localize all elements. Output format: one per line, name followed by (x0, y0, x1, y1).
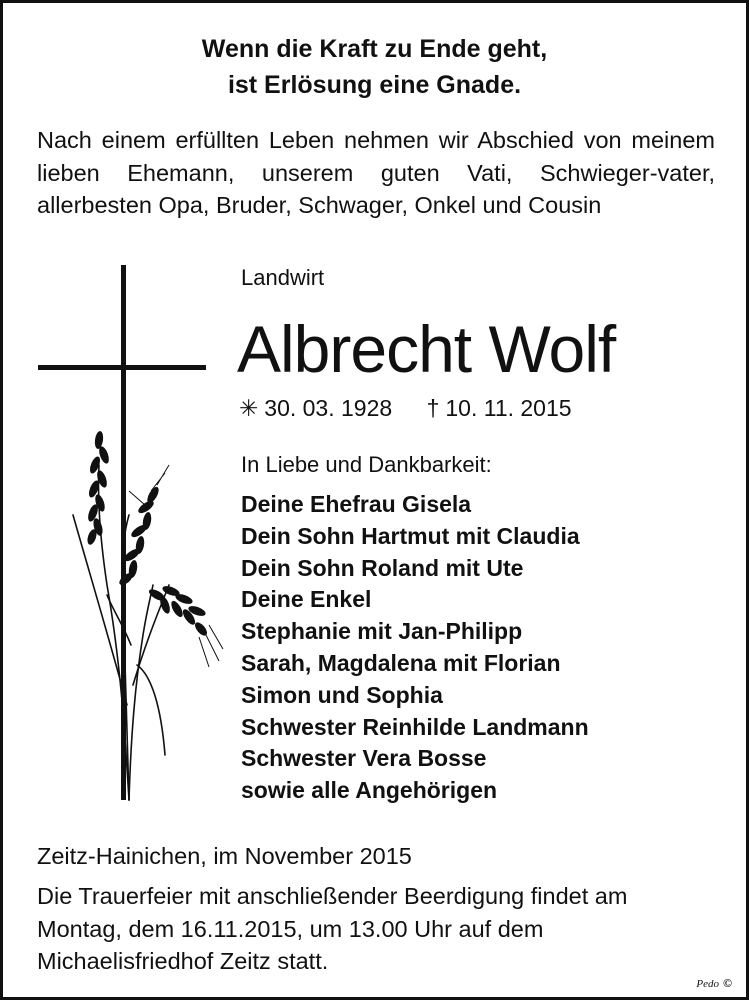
funeral-details (37, 880, 737, 978)
wheat-ear-left (86, 431, 111, 546)
funeral-line-1: Die Trauerfeier mit anschließender Beerdigung findet am (37, 883, 628, 909)
birth-date: 30. 03. 1928 (264, 395, 393, 421)
cross-icon (38, 265, 206, 800)
intro-text: Nach einem erfüllten Leben nehmen wir Abschied von meinem lieben Ehemann, unserem guten Vati, Schwieger-vater, allerbesten Opa, Bruder, Schwager, Onkel und Cousin (37, 127, 715, 218)
birth-star-icon: ✳ (239, 395, 259, 421)
mourner-item: sowie alle Angehörigen (241, 777, 498, 804)
copyright-icon: © (723, 976, 732, 990)
designer-signature (696, 976, 732, 991)
death-cross-icon: † (426, 395, 440, 421)
mourner-item: Dein Sohn Roland mit Ute (241, 554, 524, 581)
motto-line-1: Wenn die Kraft zu Ende geht, (201, 35, 548, 63)
mourner-item: Stephanie mit Jan-Philipp (241, 618, 523, 645)
mourner-item: Deine Ehefrau Gisela (241, 491, 472, 517)
mourner-item: Simon und Sophia (241, 681, 443, 708)
motto (3, 31, 746, 103)
wheat-ear-right (147, 584, 223, 667)
signature-text: Pedo (696, 978, 720, 990)
deceased-name: Albrecht Wolf (237, 312, 616, 386)
life-dates (239, 395, 572, 422)
death-date: 10. 11. 2015 (445, 395, 572, 421)
mourner-item: Schwester Reinhilde Landmann (241, 713, 589, 740)
funeral-line-3: Michaelisfriedhof Zeitz statt. (37, 948, 329, 974)
mourner-item: Dein Sohn Hartmut mit Claudia (241, 522, 580, 549)
mourners-list (241, 489, 589, 807)
thanks-heading: In Liebe und Dankbarkeit: (241, 452, 492, 477)
motto-line-2: ist Erlösung eine Gnade. (227, 71, 522, 99)
mourner-item: Schwester Vera Bosse (241, 745, 487, 772)
place-and-date: Zeitz-Hainichen, im November 2015 (37, 843, 412, 869)
funeral-line-2: Montag, dem 16.11.2015, um 13.00 Uhr auf dem (37, 915, 544, 942)
cross-with-wheat-artwork (33, 265, 233, 810)
mourner-item: Sarah, Magdalena mit Florian (241, 649, 561, 676)
mourner-item: Deine Enkel (241, 586, 372, 613)
deceased-occupation: Landwirt (241, 265, 325, 290)
